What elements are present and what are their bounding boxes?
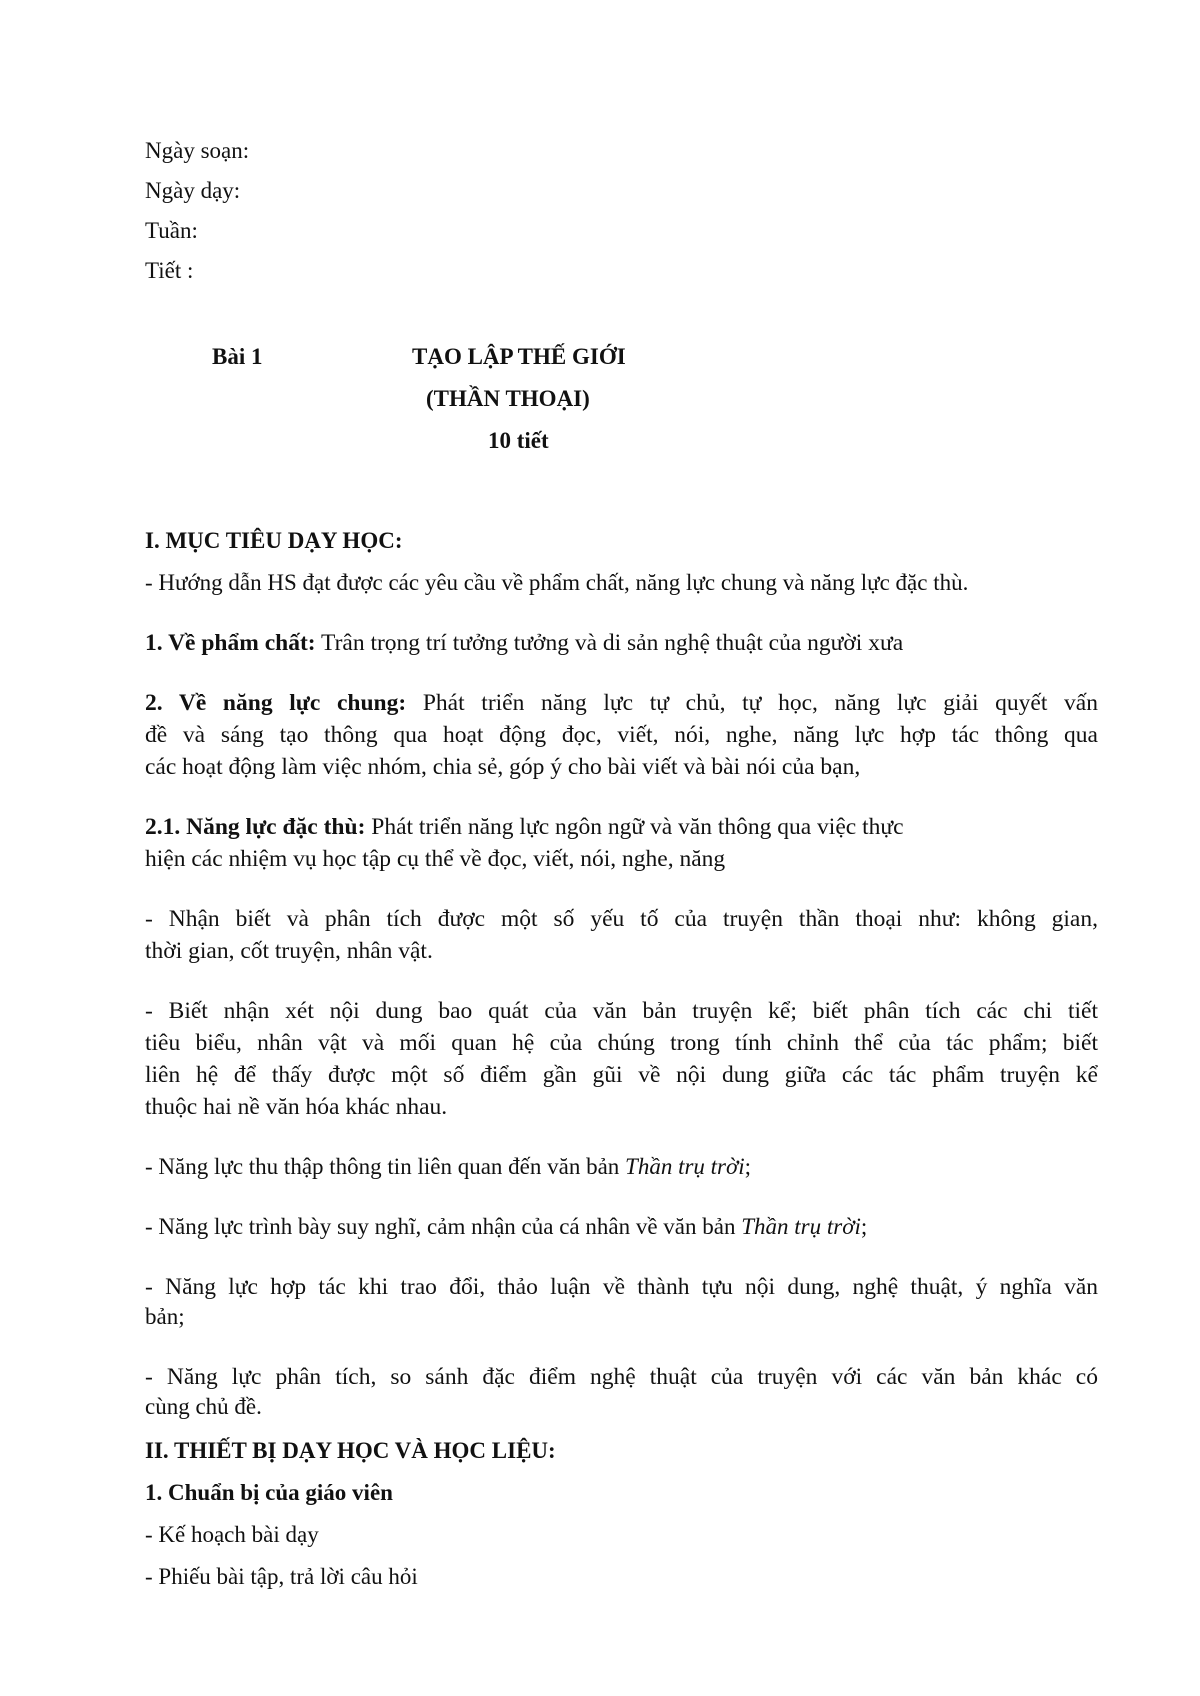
lesson-number: Bài 1 xyxy=(212,344,263,369)
nang-luc-chung-line-3: các hoạt động làm việc nhóm, chia sẻ, góp ý cho bài viết và bài nói của bạn, xyxy=(145,754,861,780)
section-2-sub-1: 1. Chuẩn bị của giáo viên xyxy=(145,1480,393,1505)
ngay-day-label: Ngày dạy: xyxy=(145,178,241,203)
bullet-3-work-title: Thần trụ trời xyxy=(625,1154,745,1179)
bullet-5-line-2: bản; xyxy=(145,1304,185,1329)
bullet-2-line-3: liên hệ để thấy được một số điểm gần gũi về nội dung giữa các tác phẩm truyện kể xyxy=(145,1062,1098,1088)
nang-luc-dac-thu-line-1: 2.1. Năng lực đặc thù: Phát triển năng lực ngôn ngữ và văn thông qua việc thực xyxy=(145,814,904,840)
section-1-heading: I. MỤC TIÊU DẠY HỌC: xyxy=(145,528,403,553)
tuan-label: Tuần: xyxy=(145,218,198,243)
tiet-label: Tiết : xyxy=(145,258,194,283)
bullet-1-line-1: - Nhận biết và phân tích được một số yếu tố của truyện thần thoại như: không gian, xyxy=(145,906,1098,932)
pham-chat-text: Trân trọng trí tưởng tưởng và di sản nghệ thuật của người xưa xyxy=(315,630,904,656)
bullet-6-line-2: cùng chủ đề. xyxy=(145,1394,262,1419)
section-1-intro: - Hướng dẫn HS đạt được các yêu cầu về phẩm chất, năng lực chung và năng lực đặc thù. xyxy=(145,570,969,595)
bullet-6-line-1: - Năng lực phân tích, so sánh đặc điểm nghệ thuật của truyện với các văn bản khác có xyxy=(145,1364,1098,1390)
section-2-item-2: - Phiếu bài tập, trả lời câu hỏi xyxy=(145,1564,418,1589)
bullet-2-line-4: thuộc hai nề văn hóa khác nhau. xyxy=(145,1094,448,1120)
section-2-heading: II. THIẾT BỊ DẠY HỌC VÀ HỌC LIỆU: xyxy=(145,1438,556,1463)
nang-luc-chung-label: 2. Về năng lực chung: xyxy=(145,690,407,716)
bullet-5-line-1: - Năng lực hợp tác khi trao đổi, thảo luận về thành tựu nội dung, nghệ thuật, ý nghĩa văn xyxy=(145,1274,1098,1300)
bullet-1-line-2: thời gian, cốt truyện, nhân vật. xyxy=(145,938,433,964)
bullet-4-work-title: Thần trụ trời xyxy=(741,1214,861,1239)
lesson-periods: 10 tiết xyxy=(488,428,549,453)
nang-luc-dac-thu-line-2: hiện các nhiệm vụ học tập cụ thể về đọc, viết, nói, nghe, năng xyxy=(145,846,726,872)
nang-luc-chung-line-1: 2. Về năng lực chung: Phát triển năng lực tự chủ, tự học, năng lực giải quyết vấn xyxy=(145,690,1098,716)
section-2-item-1: - Kế hoạch bài dạy xyxy=(145,1522,319,1547)
lesson-genre: (THẦN THOẠI) xyxy=(426,386,590,411)
bullet-4: - Năng lực trình bày suy nghĩ, cảm nhận của cá nhân về văn bản Thần trụ trời; xyxy=(145,1214,868,1239)
bullet-2-line-1: - Biết nhận xét nội dung bao quát của văn bản truyện kể; biết phân tích các chi tiết xyxy=(145,998,1098,1024)
bullet-2-line-2: tiêu biểu, nhân vật và mối quan hệ của chúng trong tính chỉnh thể của tác phẩm; biết xyxy=(145,1030,1098,1056)
nang-luc-dac-thu-label: 2.1. Năng lực đặc thù: xyxy=(145,814,366,840)
lesson-title: TẠO LẬP THẾ GIỚI xyxy=(412,344,626,369)
pham-chat-label: 1. Về phẩm chất: xyxy=(145,630,316,656)
bullet-3: - Năng lực thu thập thông tin liên quan đến văn bản Thần trụ trời; xyxy=(145,1154,752,1179)
pham-chat-paragraph xyxy=(145,628,903,658)
ngay-soan-label: Ngày soạn: xyxy=(145,138,250,163)
nang-luc-chung-line-2: đề và sáng tạo thông qua hoạt động đọc, viết, nói, nghe, năng lực hợp tác thông qua xyxy=(145,722,1098,748)
